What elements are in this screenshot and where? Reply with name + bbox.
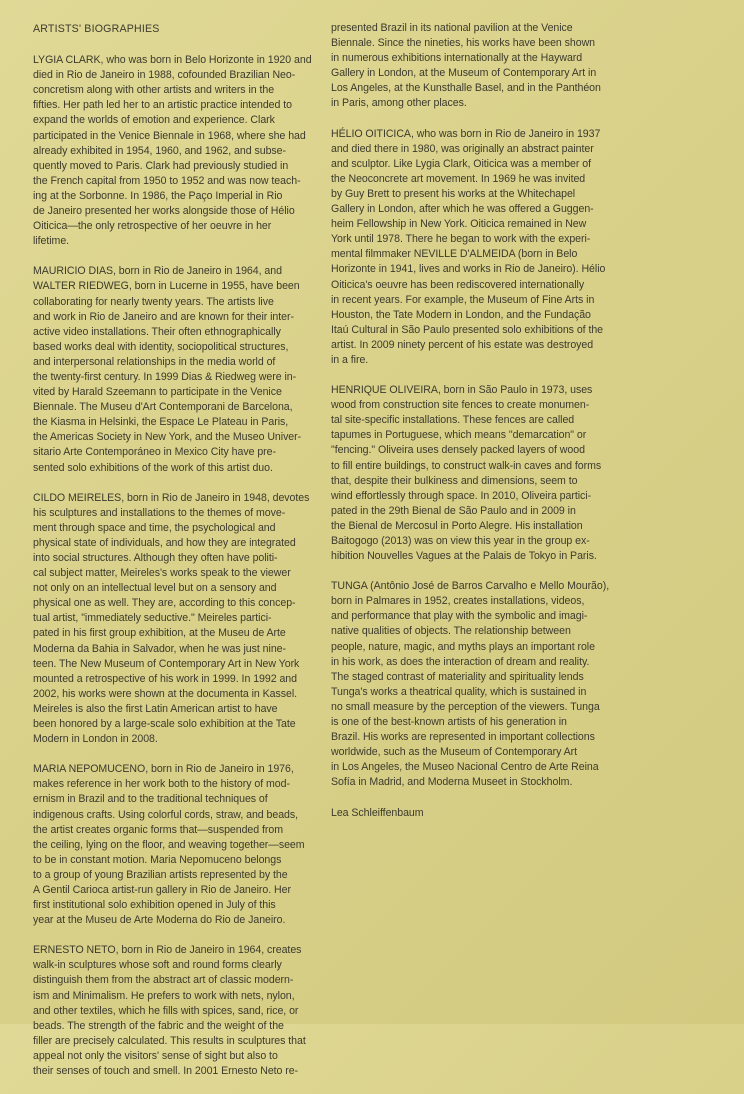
- bio-maria-nepomuceno: MARIA NEPOMUCENO, born in Rio de Janeiro in 1976, makes reference in her work both to the history of mod- ernism in Brazil and to the traditional techniques of indigenous crafts. Using colorful cords, straw, and beads, the artist creates organic forms that—suspended from the ceiling, lying on the floor, and weaving together—seem to be in constant motion. Maria Nepomuceno belongs to a group of young Brazilian artists represented by the A Gentil Carioca artist-run gallery in Rio de Janeiro. Her first institutional solo exhibition opened in July of this year at the Museu de Arte Moderna do Rio de Janeiro.: [33, 763, 305, 927]
- bio-ernesto-neto-continued: presented Brazil in its national pavilion at the Venice Biennale. Since the nineties, his works have been shown in numerous exhibitions internationally at the Hayward Gallery in London, at the Museum of Contemporary Art in Los Angeles, at the Kunsthalle Basel, and in the Panthéon in Paris, among other places.: [331, 22, 601, 110]
- bio-cildo-meireles: CILDO MEIRELES, born in Rio de Janeiro in 1948, devotes his sculptures and installations to the themes of move- ment through space and time, the psychological and physical state of individuals, and how they are integrated into social structures. Although they often have politi- cal subject matter, Meireles's works speak to the viewer not only on an intellectual level but on a sensory and physical one as well. They are, according to this concep- tual artist, "immediately seductive." Meireles partici- pated in his first group exhibition, at the Museu de Arte Moderna da Bahia in Salvador, when he was just nine- teen. The New Museum of Contemporary Art in New York mounted a retrospective of his work in 1999. In 1992 and 2002, his works were shown at the documenta in Kassel. Meireles is also the first Latin American artist to have been honored by a large-scale solo exhibition at the Tate Modern in London in 2008.: [33, 491, 310, 746]
- author-signature: Lea Schleiffenbaum: [331, 806, 424, 819]
- left-column: [33, 22, 315, 1094]
- section-heading: ARTISTS' BIOGRAPHIES: [33, 23, 160, 35]
- bio-ernesto-neto: ERNESTO NETO, born in Rio de Janeiro in 1964, creates walk-in sculptures whose soft and round forms clearly distinguish them from the abstract art of classic modern- ism and Minimalism. He prefers to work with nets, nylon, and other textiles, which he fills with spices, sand, rice, or beads. The strength of the fabric and the weight of the filler are precisely calculated. This results in sculptures that appeal not only the visitors' sense of sight but also to their senses of touch and smell. In 2001 Ernesto Neto re-: [33, 944, 306, 1077]
- bio-henrique-oliveira: HENRIQUE OLIVEIRA, born in São Paulo in 1973, uses wood from construction site fences to create monumen- tal site-specific installations. These fences are called tapumes in Portuguese, which means "demarcation" or "fencing." Oliveira uses densely packed layers of wood to fill entire buildings, to construct walk-in caves and forms that, despite their bulkiness and dimensions, seem to wind effortlessly through space. In 2010, Oliveira partici- pated in the 29th Bienal de São Paulo and in 2009 in the Bienal de Mercosul in Porto Alegre. His installation Baitogogo (2013) was on view this year in the group ex- hibition Nouvelles Vagues at the Palais de Tokyo in Paris.: [331, 384, 602, 563]
- bio-tunga: TUNGA (Antônio José de Barros Carvalho e Mello Mourão), born in Palmares in 1952, creates installations, videos, and performance that play with the symbolic and imagi- native qualities of objects. The relationship between people, nature, magic, and myths plays an important role in his work, as does the interaction of dream and reality. The staged contrast of materiality and spirituality lends Tunga's works a theatrical quality, which is sustained in no small measure by the perception of the viewers. Tunga is one of the best-known artists of his generation in Brazil. His works are represented in important collections worldwide, such as the Museum of Contemporary Art in Los Angeles, the Museo Nacional Centro de Arte Reina Sofía in Madrid, and Moderna Museet in Stockholm.: [331, 580, 610, 789]
- bio-helio-oiticica: HÉLIO OITICICA, who was born in Rio de Janeiro in 1937 and died there in 1980, was originally an abstract painter and sculptor. Like Lygia Clark, Oiticica was a member of the Neoconcrete art movement. In 1969 he was invited by Guy Brett to present his works at the Whitechapel Gallery in London, after which he was offered a Guggen- heim Fellowship in New York. Oiticica remained in New York until 1978. There he began to work with the experi- mental filmmaker NEVILLE D'ALMEIDA (born in Belo Horizonte in 1941, lives and works in Rio de Janeiro). Hélio Oiticica's oeuvre has been rediscovered internationally in recent years. For example, the Museum of Fine Arts in Houston, the Tate Modern in London, and the Fundação Itaú Cultural in São Paulo presented solo exhibitions of the artist. In 2009 ninety percent of his estate was destroyed in a fire.: [331, 127, 606, 366]
- bio-lygia-clark: LYGIA CLARK, who was born in Belo Horizonte in 1920 and died in Rio de Janeiro in 1988, cofounded Brazilian Neo- concretism along with other artists and writers in the fifties. Her path led her to an artistic practice intended to expand the worlds of emotion and experience. Clark participated in the Venice Biennale in 1968, where she had already exhibited in 1954, 1960, and 1962, and subse- quently moved to Paris. Clark had previously studied in the French capital from 1950 to 1952 and was now teach- ing at the Sorbonne. In 1986, the Paço Imperial in Rio de Janeiro presented her works alongside those of Hélio Oiticica—the only retrospective of her oeuvre in her lifetime.: [33, 54, 312, 248]
- right-column: [331, 21, 613, 836]
- bio-dias-riedweg: MAURICIO DIAS, born in Rio de Janeiro in 1964, and WALTER RIEDWEG, born in Lucerne in 1955, have been collaborating for nearly twenty years. The artists live and work in Rio de Janeiro and are known for their inter- active video installations. Their often ethnographically based works deal with identity, sociopolitical structures, and interpersonal relationships in the media world of the twenty-first century. In 1999 Dias & Riedweg were in- vited by Harald Szeemann to participate in the Venice Biennale. The Museu d'Art Contemporani de Barcelona, the Kiasma in Helsinki, the Espace Le Plateau in Paris, the Americas Society in New York, and the Museo Univer- sitario Arte Contemporáneo in Mexico City have pre- sented solo exhibitions of the work of this artist duo.: [33, 265, 302, 474]
